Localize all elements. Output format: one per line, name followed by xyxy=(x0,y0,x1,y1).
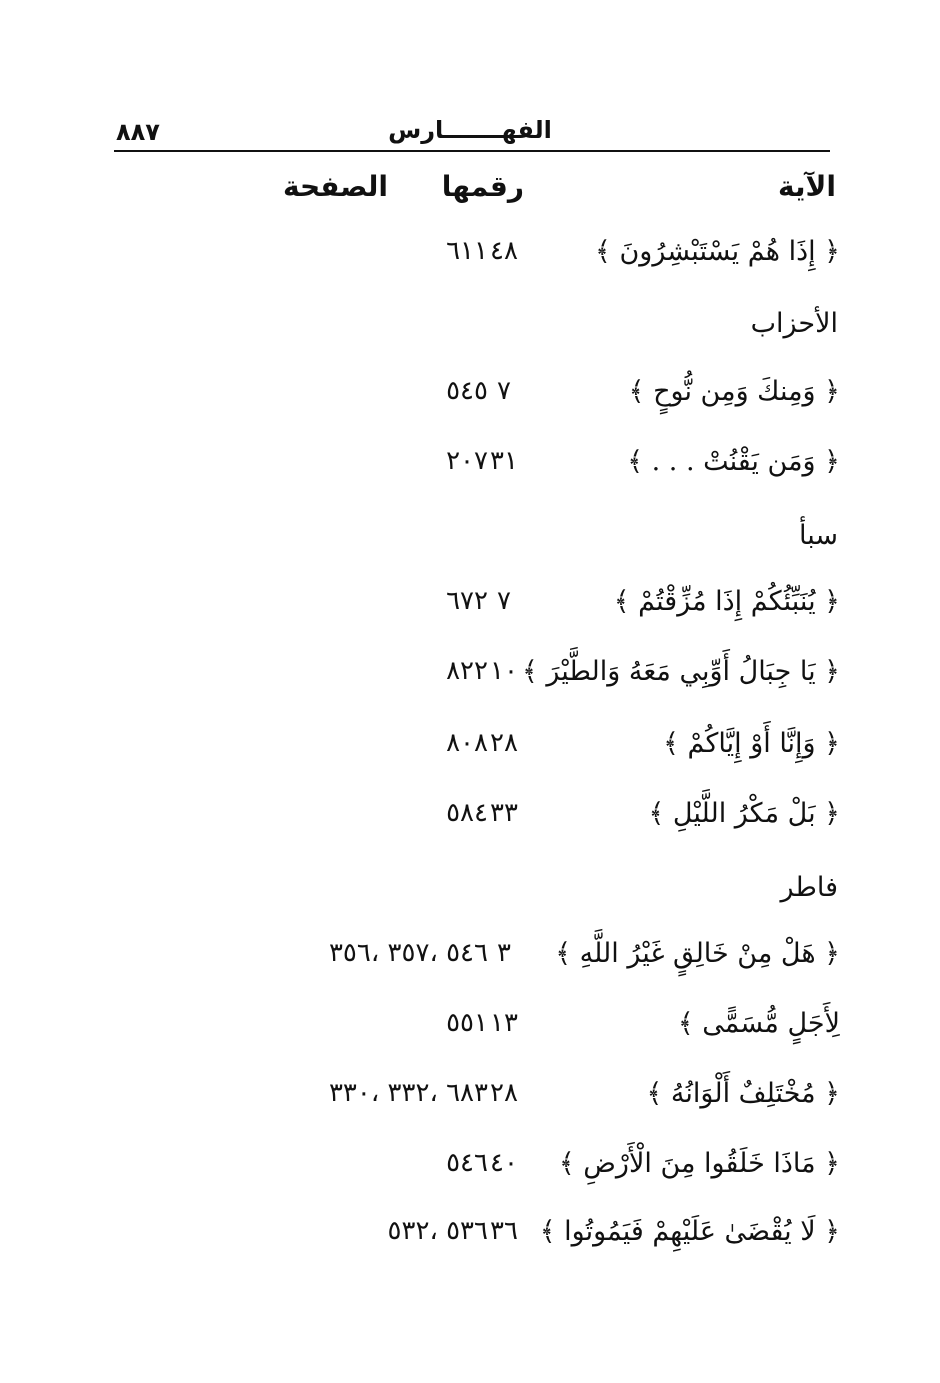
aya-text: ﴿ يُنَبِّئُكُمْ إِذَا مُزِّقْتُمْ ﴾ xyxy=(613,586,840,617)
aya-number: ٣١ xyxy=(490,446,518,476)
page-reference: ٥٤٥ xyxy=(446,376,488,406)
index-row xyxy=(100,728,840,788)
header-rule xyxy=(114,150,830,152)
aya-text: ﴿ مَاذَا خَلَقُوا مِنَ الْأَرْضِ ﴾ xyxy=(558,1148,840,1179)
column-header-page: الصفحة xyxy=(282,170,388,203)
page-number: ٨٨٧ xyxy=(116,118,160,146)
page-reference: ٦١١ xyxy=(446,236,488,266)
aya-number: ٤٠ xyxy=(490,1148,518,1178)
page-reference: ٥٣٦ ،٥٣٢ xyxy=(387,1216,488,1246)
index-row xyxy=(100,446,840,506)
page-reference: ٥٥١ xyxy=(446,1008,488,1038)
index-row xyxy=(100,656,840,716)
aya-text: ﴿ مُخْتَلِفٌ أَلْوَانُهُ ﴾ xyxy=(646,1078,840,1109)
aya-number: ١٣ xyxy=(490,1008,518,1038)
aya-number: ٢٨ xyxy=(490,1078,518,1108)
index-row xyxy=(100,1148,840,1208)
index-row xyxy=(100,798,840,858)
page-reference: ٢٠٧ xyxy=(446,446,488,476)
aya-number: ٤٨ xyxy=(490,236,518,266)
column-header-number: رقمها xyxy=(441,170,524,203)
page-reference: ٦٧٢ xyxy=(446,586,488,616)
index-row xyxy=(100,376,840,436)
surah-heading: سبأ xyxy=(799,520,838,551)
running-header-title: الفهـــــــارس xyxy=(388,116,552,144)
surah-heading: فاطر xyxy=(780,872,838,903)
aya-text: ﴿ بَلْ مَكْرُ اللَّيْلِ ﴾ xyxy=(648,798,840,829)
page-reference: ٥٤٦ ،٣٥٧ ،٣٥٦ xyxy=(328,938,488,968)
aya-number: ٧ xyxy=(497,586,511,616)
page-reference: ٨٢٢ xyxy=(446,656,488,686)
index-row xyxy=(100,1216,840,1276)
page-reference: ٦٨٣ ،٣٣٢ ،٣٣٠ xyxy=(328,1078,488,1108)
aya-text: لِأَجَلٍ مُّسَمًّى ﴾ xyxy=(677,1008,840,1039)
aya-text: ﴿ وَمِنكَ وَمِن نُّوحٍ ﴾ xyxy=(628,376,840,407)
aya-number: ٣ xyxy=(497,938,511,968)
page-reference: ٨٠٨ xyxy=(446,728,488,758)
page-reference: ٥٨٤ xyxy=(446,798,488,828)
aya-text: ﴿ هَلْ مِنْ خَالِقٍ غَيْرُ اللَّهِ ﴾ xyxy=(555,938,840,969)
aya-number: ٣٦ xyxy=(490,1216,518,1246)
aya-number: ٧ xyxy=(497,376,511,406)
index-row xyxy=(100,1008,840,1068)
page-reference: ٥٤٦ xyxy=(446,1148,488,1178)
surah-heading: الأحزاب xyxy=(750,308,838,339)
index-row xyxy=(100,938,840,998)
index-row xyxy=(100,236,840,296)
column-header-aya: الآية xyxy=(778,170,836,203)
index-row xyxy=(100,586,840,646)
aya-text: ﴿ إِذَا هُمْ يَسْتَبْشِرُونَ ﴾ xyxy=(595,236,840,267)
aya-text: ﴿ يَا جِبَالُ أَوِّبِي مَعَهُ وَالطَّيْرَ ﴾ xyxy=(521,656,840,687)
aya-text: ﴿ وَمَن يَقْنُتْ . . . ﴾ xyxy=(627,446,840,477)
aya-text: ﴿ لَا يُقْضَىٰ عَلَيْهِمْ فَيَمُوتُوا ﴾ xyxy=(539,1216,840,1247)
index-row xyxy=(100,1078,840,1138)
aya-number: ٢٨ xyxy=(490,728,518,758)
aya-number: ١٠ xyxy=(490,656,518,686)
aya-text: ﴿ وَإِنَّا أَوْ إِيَّاكُمْ ﴾ xyxy=(663,728,840,759)
aya-number: ٣٣ xyxy=(490,798,518,828)
